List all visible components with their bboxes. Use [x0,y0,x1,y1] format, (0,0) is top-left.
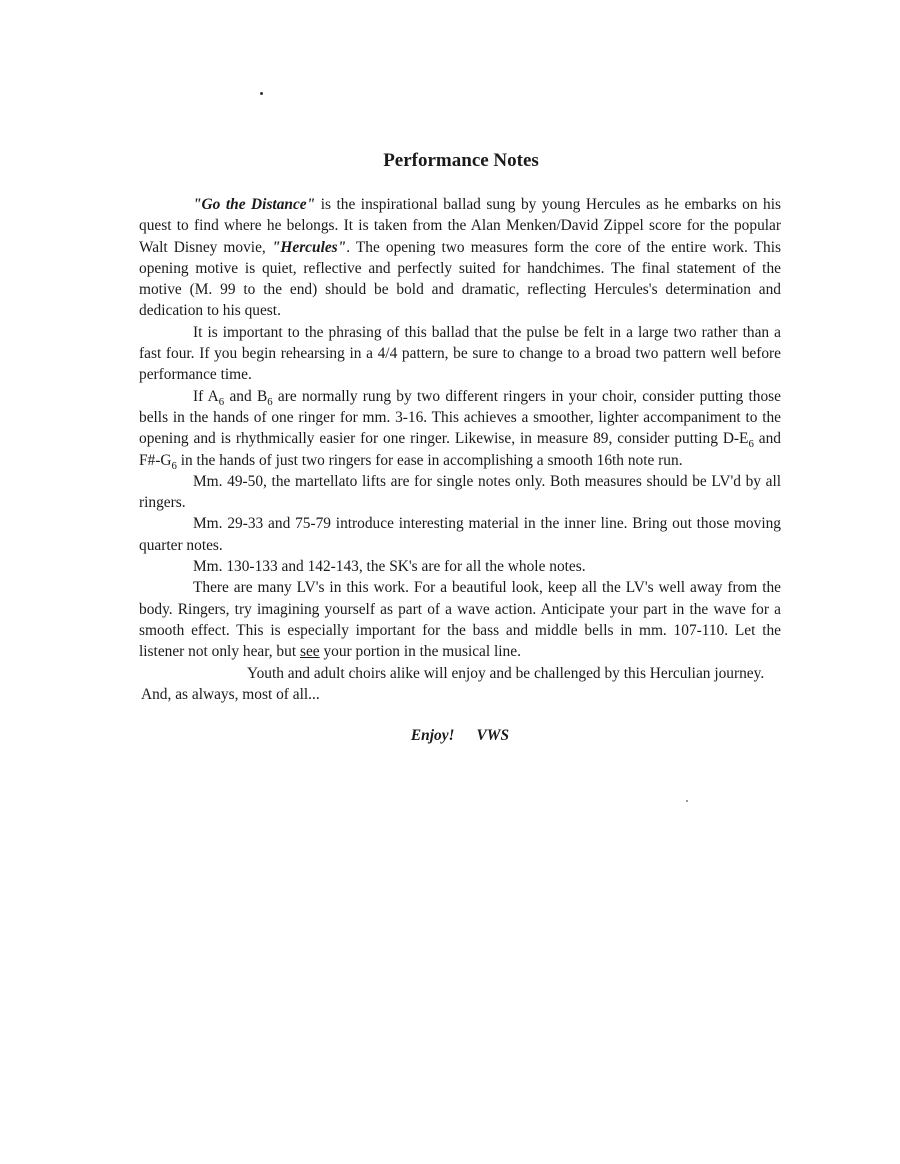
notes-body [139,194,781,705]
scan-speck [260,92,263,95]
song-title: "Go the Distance" [193,196,316,213]
subscript-octave: 6 [171,459,177,472]
ringers-text-4: and F#-G [139,430,781,469]
signoff [139,727,781,745]
paragraph-lv [139,577,781,662]
emphasis-see: see [299,643,320,661]
paragraph-ringers [139,386,781,471]
paragraph-inner-line: Mm. 29-33 and 75-79 introduce interesting material in the inner line. Bring out those moving quarter notes. [139,515,781,554]
paragraph-intro [139,194,781,322]
subscript-octave: 6 [267,395,273,408]
intro-text-2: . The opening two measures form the core of the entire work. This opening motive is quiet, reflective and perfectly suited for handchimes. The final statement of the motive (M. 99 to the end) should be bold and dramatic, reflecting Hercules's determination and dedication to his quest. [139,238,782,320]
paragraph-sk: Mm. 130-133 and 142-143, the SK's are for all the whole notes. [193,558,586,576]
signoff-enjoy: Enjoy! [410,727,455,745]
ringers-text-2: and B [224,387,268,405]
ringers-text-3: are normally rung by two different ringers in your choir, consider putting those bells in the hands of one ringer for mm. 3-16. This achieves a smoother, lighter accompaniment to the opening and is rhythmically easier for one ringer. Likewise, in measure 89, consider putting D-E [139,387,781,448]
lv-text-1: There are many LV's in this work. For a beautiful look, keep all the LV's well away from the body. Ringers, try imagining yourself as part of a wave action. Anticipate your part in the wave for a smooth effect. This is especially important for the bass and middle bells in mm. 107-110. Let the listener not only hear, but [139,579,781,661]
performance-notes-page [139,150,781,745]
ringers-text-5: in the hands of just two ringers for ease in accomplishing a smooth 16th note run. [176,451,683,469]
scan-speck [686,800,688,802]
subscript-octave: 6 [218,395,225,408]
subscript-octave: 6 [748,438,754,451]
movie-title: "Hercules" [271,238,347,256]
ringers-text-1: If A [193,387,219,405]
intro-text-1: is the inspirational ballad sung by young Hercules as he embarks on his quest to find where he belongs. It is taken from the Alan Menken/David Zippel score for the popular Walt Disney movie, [139,196,781,256]
paragraph-martellato: Mm. 49-50, the martellato lifts are for single notes only. Both measures should be LV'd by all ringers. [139,472,781,512]
signoff-initials: VWS [476,727,510,745]
paragraph-closing: Youth and adult choirs alike will enjoy and be challenged by this Herculian journey. And, as always, most of all... [141,664,765,703]
lv-text-2: your portion in the musical line. [319,643,521,661]
page-title: Performance Notes [383,150,539,171]
paragraph-phrasing: It is important to the phrasing of this ballad that the pulse be felt in a large two rather than a fast four. If you begin rehearsing in a 4/4 pattern, be sure to change to a broad two pattern well before performance time. [139,323,781,384]
